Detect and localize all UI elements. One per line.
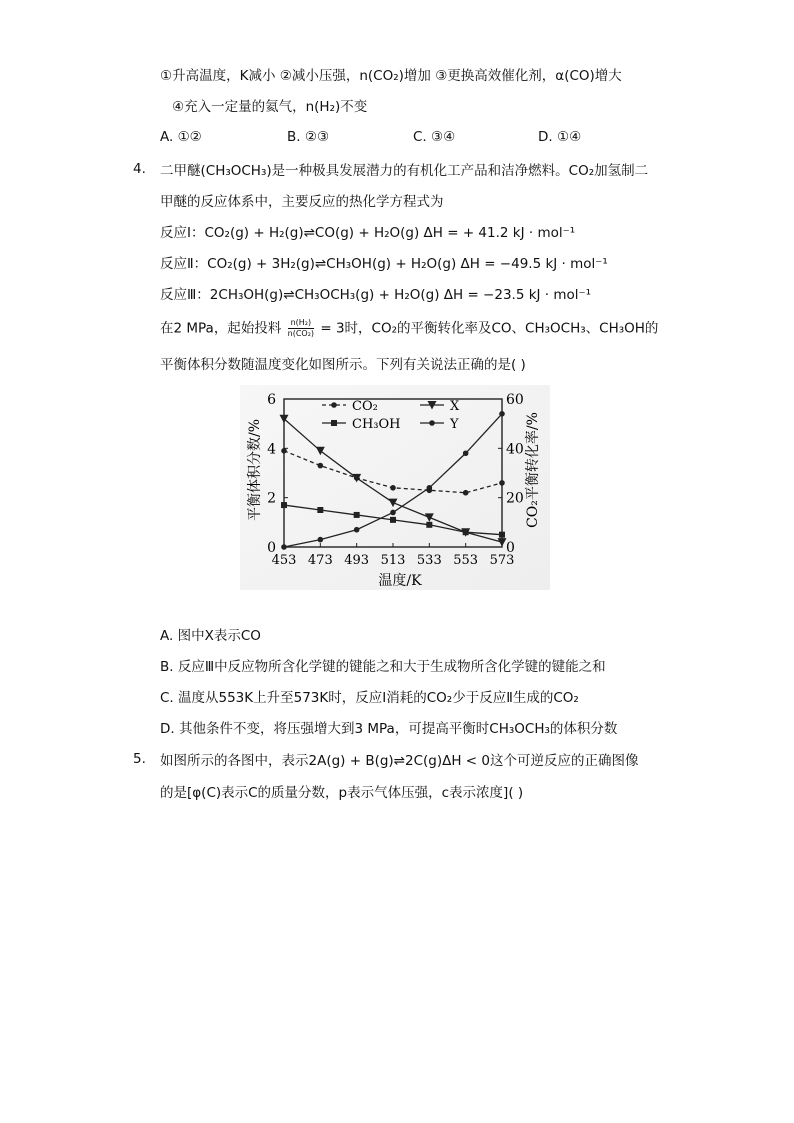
q3-option-d[interactable]: D. ①④ bbox=[538, 129, 582, 145]
q4-condition-line2: 平衡体积分数随温度变化如图所示。下列有关说法正确的是( ) bbox=[160, 357, 526, 373]
data-point-choh bbox=[426, 522, 432, 528]
q4-intro-line2: 甲醚的反应体系中，主要反应的热化学方程式为 bbox=[160, 194, 444, 210]
q4-reaction-3: 反应Ⅲ：2CH₃OH(g)⇌CH₃OCH₃(g) + H₂O(g) ΔH = −23.5 kJ · mol⁻¹ bbox=[160, 287, 592, 303]
legend-label-choh: CH₃OH bbox=[352, 417, 401, 432]
data-point-choh bbox=[499, 532, 505, 538]
legend-label-co: CO₂ bbox=[352, 399, 378, 414]
data-point-co bbox=[499, 480, 505, 486]
legend-marker-choh bbox=[331, 420, 337, 426]
x-tick-label: 473 bbox=[307, 553, 333, 568]
x-tick-label: 493 bbox=[344, 553, 370, 568]
legend-label-x: X bbox=[450, 399, 460, 414]
q5-line1: 如图所示的各图中，表示2A(g) + B(g)⇌2C(g)ΔH < 0这个可逆反应的正确图像 bbox=[160, 753, 639, 769]
chart-x-axis-label: 温度/K bbox=[378, 573, 422, 589]
equilibrium-chart bbox=[240, 385, 550, 590]
chart-left-axis-label: 平衡体积分数/% bbox=[247, 418, 263, 522]
data-point-y bbox=[499, 411, 505, 417]
q4-feed-ratio-fraction bbox=[288, 318, 314, 339]
right-y-tick-label: 20 bbox=[506, 490, 524, 507]
x-tick-label: 573 bbox=[489, 553, 515, 568]
q4-reaction-2: 反应Ⅱ：CO₂(g) + 3H₂(g)⇌CH₃OH(g) + H₂O(g) ΔH = −49.5 kJ · mol⁻¹ bbox=[160, 256, 608, 272]
q3-option-b[interactable]: B. ②③ bbox=[287, 129, 330, 145]
right-y-tick-label: 60 bbox=[506, 392, 524, 408]
q3-option-c[interactable]: C. ③④ bbox=[413, 129, 456, 145]
legend-marker-y bbox=[429, 420, 435, 426]
data-point-y bbox=[463, 450, 469, 456]
data-point-co bbox=[281, 448, 287, 454]
q4-frac-numerator: n(H₂) bbox=[288, 318, 314, 329]
data-point-choh bbox=[390, 517, 396, 523]
q4-option-a[interactable]: A. 图中X表示CO bbox=[160, 628, 261, 644]
x-tick-label: 513 bbox=[380, 553, 406, 568]
data-point-co bbox=[318, 463, 324, 469]
q5-line2: 的是[φ(C)表示C的质量分数，p表示气体压强，c表示浓度]( ) bbox=[160, 785, 524, 801]
x-tick-label: 453 bbox=[271, 553, 297, 568]
data-point-choh bbox=[354, 512, 360, 518]
chart-right-axis-label: CO₂平衡转化率/% bbox=[525, 412, 541, 528]
data-point-choh bbox=[281, 502, 287, 508]
q4-option-d[interactable]: D. 其他条件不变，将压强增大到3 MPa，可提高平衡时CH₃OCH₃的体积分数 bbox=[160, 721, 618, 737]
q4-condition-prefix: 在2 MPa，起始投料 bbox=[160, 320, 282, 337]
data-point-y bbox=[427, 485, 433, 491]
data-point-y bbox=[354, 527, 360, 533]
q5-number: 5. bbox=[133, 751, 146, 767]
data-point-y bbox=[390, 510, 396, 516]
data-point-choh bbox=[463, 529, 469, 535]
left-y-tick-label: 0 bbox=[267, 540, 276, 556]
left-y-tick-label: 4 bbox=[267, 441, 276, 458]
legend-label-y: Y bbox=[450, 417, 459, 432]
legend-marker-co bbox=[331, 402, 337, 408]
x-tick-label: 533 bbox=[416, 553, 442, 568]
q4-frac-denominator: n(CO₂) bbox=[287, 329, 315, 338]
q4-condition-suffix: = 3时，CO₂的平衡转化率及CO、CH₃OCH₃、CH₃OH的 bbox=[320, 320, 659, 337]
q3-option-a[interactable]: A. ①② bbox=[160, 129, 202, 145]
left-y-tick-label: 6 bbox=[267, 392, 276, 408]
right-y-tick-label: 0 bbox=[506, 540, 515, 556]
q4-number: 4. bbox=[133, 161, 146, 177]
x-tick-label: 553 bbox=[453, 553, 479, 568]
q3-statements-line2: ④充入一定量的氦气，n(H₂)不变 bbox=[172, 99, 368, 115]
q4-reaction-1: 反应Ⅰ：CO₂(g) + H₂(g)⇌CO(g) + H₂O(g) ΔH = + 41.2 kJ · mol⁻¹ bbox=[160, 225, 576, 241]
q3-statements-line1: ①升高温度，K减小 ②减小压强，n(CO₂)增加 ③更换高效催化剂，α(CO)增大 bbox=[160, 68, 622, 84]
data-point-y bbox=[318, 537, 324, 543]
data-point-co bbox=[390, 485, 396, 491]
data-point-co bbox=[463, 490, 469, 496]
q4-option-c[interactable]: C. 温度从553K上升至573K时，反应Ⅰ消耗的CO₂少于反应Ⅱ生成的CO₂ bbox=[160, 690, 579, 706]
data-point-y bbox=[281, 544, 287, 550]
data-point-choh bbox=[317, 507, 323, 513]
right-y-tick-label: 40 bbox=[506, 441, 524, 458]
q4-option-b[interactable]: B. 反应Ⅲ中反应物所含化学键的键能之和大于生成物所含化学键的键能之和 bbox=[160, 659, 606, 675]
q4-intro-line1: 二甲醚(CH₃OCH₃)是一种极具发展潜力的有机化工产品和洁净燃料。CO₂加氢制二 bbox=[160, 163, 649, 179]
left-y-tick-label: 2 bbox=[267, 490, 276, 507]
q4-condition-line1 bbox=[160, 318, 658, 339]
